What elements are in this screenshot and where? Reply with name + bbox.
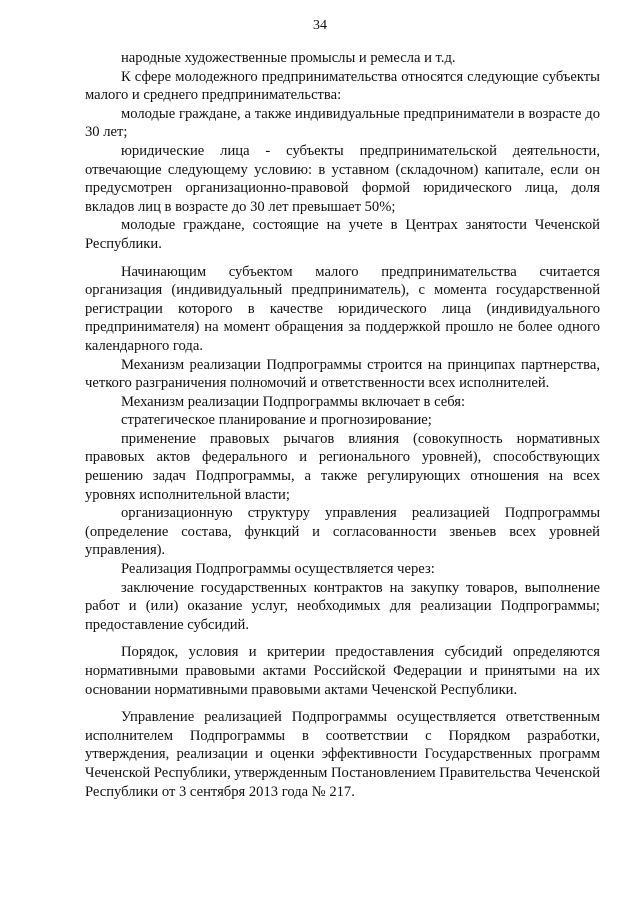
paragraph-mechanism-principles: Механизм реализации Подпрограммы строится на принципах партнерства, четкого разграничения полномочий и ответственности всех исполнителей. bbox=[85, 356, 600, 392]
paragraph-mechanism-includes: Механизм реализации Подпрограммы включает в себя: bbox=[121, 393, 466, 410]
paragraph-young-citizens: молодые граждане, а также индивидуальные предприниматели в возрасте до 30 лет; bbox=[85, 105, 600, 141]
paragraph-strategic-planning: стратегическое планирование и прогнозирование; bbox=[121, 412, 432, 429]
paragraph-youth-entrepreneurship: К сфере молодежного предпринимательства относятся следующие субъекты малого и среднего предпринимательства: bbox=[85, 68, 600, 104]
paragraph-implementation-through: Реализация Подпрограммы осуществляется через: bbox=[121, 561, 435, 578]
paragraph-state-contracts: заключение государственных контрактов на закупку товаров, выполнение работ и (или) оказание услуг, необходимых для реализации Подпрограммы; предоставление субсидий. bbox=[85, 579, 600, 633]
paragraph-crafts: народные художественные промыслы и ремесла и т.д. bbox=[121, 50, 456, 66]
document-body bbox=[85, 49, 600, 801]
paragraph-employment-centers: молодые граждане, состоящие на учете в Центрах занятости Чеченской Республики. bbox=[85, 217, 600, 252]
paragraph-legal-entities: юридические лица - субъекты предпринимательской деятельности, отвечающие следующему условию: в уставном (складочном) капитале, если он предусмотрен организационно-правовой формой юридического лица, доля вкладов лиц в возрасте до 30 лет превышает 50%; bbox=[85, 142, 600, 215]
paragraph-startup-definition: Начинающим субъектом малого предпринимательства считается организация (индивидуальный предприниматель), с момента государственной регистрации которого в качестве юридического лица (индивидуального предпринимателя) на момент обращения за поддержкой прошло не более одного календарного года. bbox=[85, 263, 600, 354]
page-number: 34 bbox=[313, 18, 327, 33]
paragraph-subsidy-procedure: Порядок, условия и критерии предоставления субсидий определяются нормативными правовыми актами Российской Федерации и принятыми на их основании нормативными правовыми актами Чеченской Республики. bbox=[85, 644, 600, 698]
paragraph-organizational-structure: организационную структуру управления реализацией Подпрограммы (определение состава, функций и согласованности звеньев всех уровней управления). bbox=[85, 505, 600, 559]
paragraph-management: Управление реализацией Подпрограммы осуществляется ответственным исполнителем Подпрограммы в соответствии с Порядком разработки, утверждения, реализации и оценки эффективности Государственных программ Чеченской Республики, утвержденным Постановлением Правительства Чеченской Республики от 3 сентября 2013 года № 217. bbox=[85, 709, 600, 800]
paragraph-legal-levers: применение правовых рычагов влияния (совокупность нормативных правовых актов федерального и регионального уровней), способствующих решению задач Подпрограммы, а также регулирующих отношения на всех уровнях исполнительной власти; bbox=[85, 430, 600, 503]
